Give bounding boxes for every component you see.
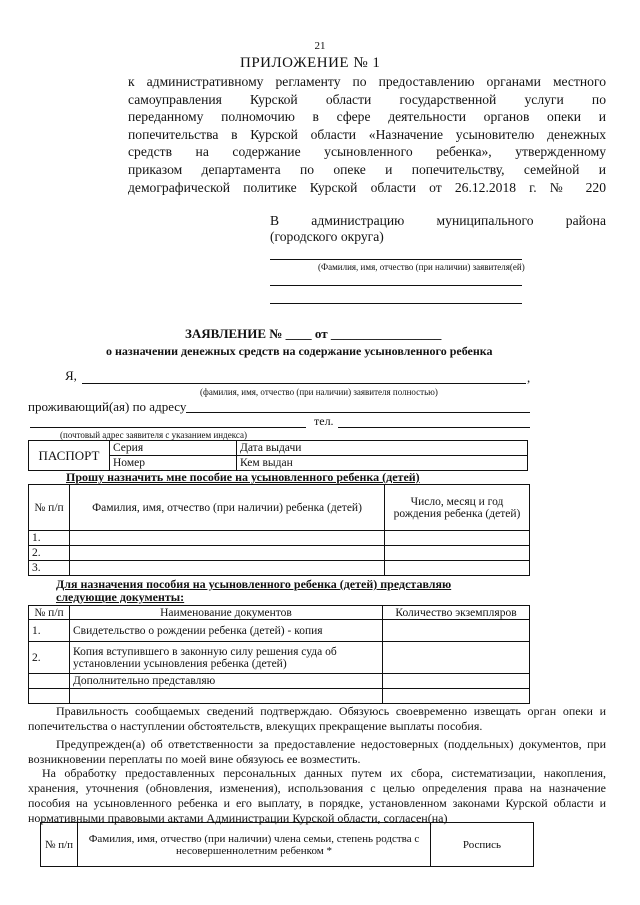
family-header-num: № п/п xyxy=(41,823,78,867)
passport-series[interactable]: Серия xyxy=(110,441,237,456)
appendix-line: к административному регламенту по предоставлению органами местного xyxy=(128,74,606,89)
page-number: 21 xyxy=(314,40,326,52)
appendix-title: ПРИЛОЖЕНИЕ № 1 xyxy=(240,55,381,71)
child-birth-cell[interactable] xyxy=(385,546,530,561)
child-name-cell[interactable] xyxy=(70,561,385,576)
address-field-2[interactable] xyxy=(30,427,306,428)
docs-heading-2: следующие документы: xyxy=(56,590,185,604)
appendix-line: демографической политике Курской области от 26.12.2018 г. № 220 xyxy=(128,179,606,195)
passport-issue-date[interactable]: Дата выдачи xyxy=(237,441,528,456)
children-header-num: № п/п xyxy=(29,485,70,531)
doc-count-cell[interactable] xyxy=(383,689,530,704)
doc-row-num: 2. xyxy=(29,642,70,674)
confirm-text: Правильность сообщаемых сведений подтверждаю. Обязуюсь своевременно извещать орган опеки и попечительства о наступлении обстоятельств, влекущих прекращение выплаты пособия. xyxy=(28,704,606,733)
residing-label: проживающий(ая) по адресу xyxy=(28,399,187,414)
appendix-line: средств на содержание усыновленного ребенка», утвержденному xyxy=(128,144,606,160)
family-header-name: Фамилия, имя, отчество (при наличии) члена семьи, степень родства с несовершеннолетним ребенком * xyxy=(78,823,431,867)
passport-table xyxy=(28,440,528,471)
children-row-num: 1. xyxy=(29,531,70,546)
fullname-hint: (фамилия, имя, отчество (при наличии) заявителя полностью) xyxy=(200,387,438,397)
doc-count-cell[interactable] xyxy=(383,620,530,642)
warning-text: Предупрежден(а) об ответственности за предоставление недостоверных (поддельных) документов, при возникновении переплаты по моей вине обязуюсь ее возместить. xyxy=(28,737,606,766)
documents-table xyxy=(28,605,530,704)
consent-text: На обработку предоставленных персональных данных путем их сбора, систематизации, накопления, хранения, уточнения (обновления, изменения), использования с целью определения права на назначение пособия на усыновленного ребенка и его выплату, в порядке, установленном законами Курской области и нормативными правовыми актами Администрации Курской области, согласен(на) xyxy=(28,766,606,825)
child-birth-cell[interactable] xyxy=(385,561,530,576)
child-name-cell[interactable] xyxy=(70,546,385,561)
doc-row-name[interactable] xyxy=(70,689,383,704)
doc-row-name: Дополнительно представляю xyxy=(70,674,383,689)
child-birth-cell[interactable] xyxy=(385,531,530,546)
statement-title: ЗАЯВЛЕНИЕ № ____ от _________________ xyxy=(185,326,442,341)
addressee-line: В администрацию муниципального района xyxy=(270,213,606,228)
doc-row-name: Копия вступившего в законную силу решения суда об установлении усыновления ребенка (детей) xyxy=(70,642,383,674)
children-row-num: 3. xyxy=(29,561,70,576)
appendix-line: самоуправления Курской области государственной услуги по xyxy=(128,91,606,107)
address-hint: (почтовый адрес заявителя с указанием индекса) xyxy=(60,430,247,440)
doc-row-num: 1. xyxy=(29,620,70,642)
doc-row-name: Свидетельство о рождении ребенка (детей) - копия xyxy=(70,620,383,642)
statement-subtitle: о назначении денежных средств на содержание усыновленного ребенка xyxy=(106,344,493,358)
family-header-signature: Роспись xyxy=(431,823,534,867)
family-table xyxy=(40,822,534,867)
applicant-name-hint: (Фамилия, имя, отчество (при наличии) заявителя(ей) xyxy=(318,262,525,272)
applicant-line-2[interactable] xyxy=(270,285,522,286)
docs-heading-1: Для назначения пособия на усыновленного ребенка (детей) представляю xyxy=(56,577,452,591)
children-table xyxy=(28,484,530,576)
passport-label: ПАСПОРТ xyxy=(29,441,110,471)
children-header-birth: Число, месяц и год рождения ребенка (детей) xyxy=(385,485,530,531)
docs-header-num: № п/п xyxy=(29,606,70,620)
applicant-name-line[interactable] xyxy=(270,259,522,260)
doc-row-num xyxy=(29,689,70,704)
applicant-fullname-field[interactable] xyxy=(82,383,526,384)
children-heading: Прошу назначить мне пособие на усыновленного ребенка (детей) xyxy=(66,470,420,484)
doc-count-cell[interactable] xyxy=(383,674,530,689)
passport-issued-by[interactable]: Кем выдан xyxy=(237,456,528,471)
address-field[interactable] xyxy=(186,412,530,413)
child-name-cell[interactable] xyxy=(70,531,385,546)
children-row-num: 2. xyxy=(29,546,70,561)
ya-comma: , xyxy=(527,370,531,385)
appendix-line: попечительства в Курской области «Назначение усыновителю денежных xyxy=(128,126,606,142)
doc-row-num xyxy=(29,674,70,689)
doc-count-cell[interactable] xyxy=(383,642,530,674)
applicant-line-3[interactable] xyxy=(270,303,522,304)
docs-header-count: Количество экземпляров xyxy=(383,606,530,620)
docs-header-name: Наименование документов xyxy=(70,606,383,620)
addressee-line-2: (городского округа) xyxy=(270,229,384,244)
tel-label: тел. xyxy=(314,414,334,428)
appendix-line: переданному полномочию в сфере деятельности органов опеки и xyxy=(128,109,606,125)
phone-field[interactable] xyxy=(338,427,530,428)
appendix-description xyxy=(128,73,606,196)
children-header-name: Фамилия, имя, отчество (при наличии) ребенка (детей) xyxy=(70,485,385,531)
ya-label: Я, xyxy=(65,368,77,383)
passport-number[interactable]: Номер xyxy=(110,456,237,471)
appendix-line: приказом департамента по опеке и попечительству, семейной и xyxy=(128,161,606,177)
